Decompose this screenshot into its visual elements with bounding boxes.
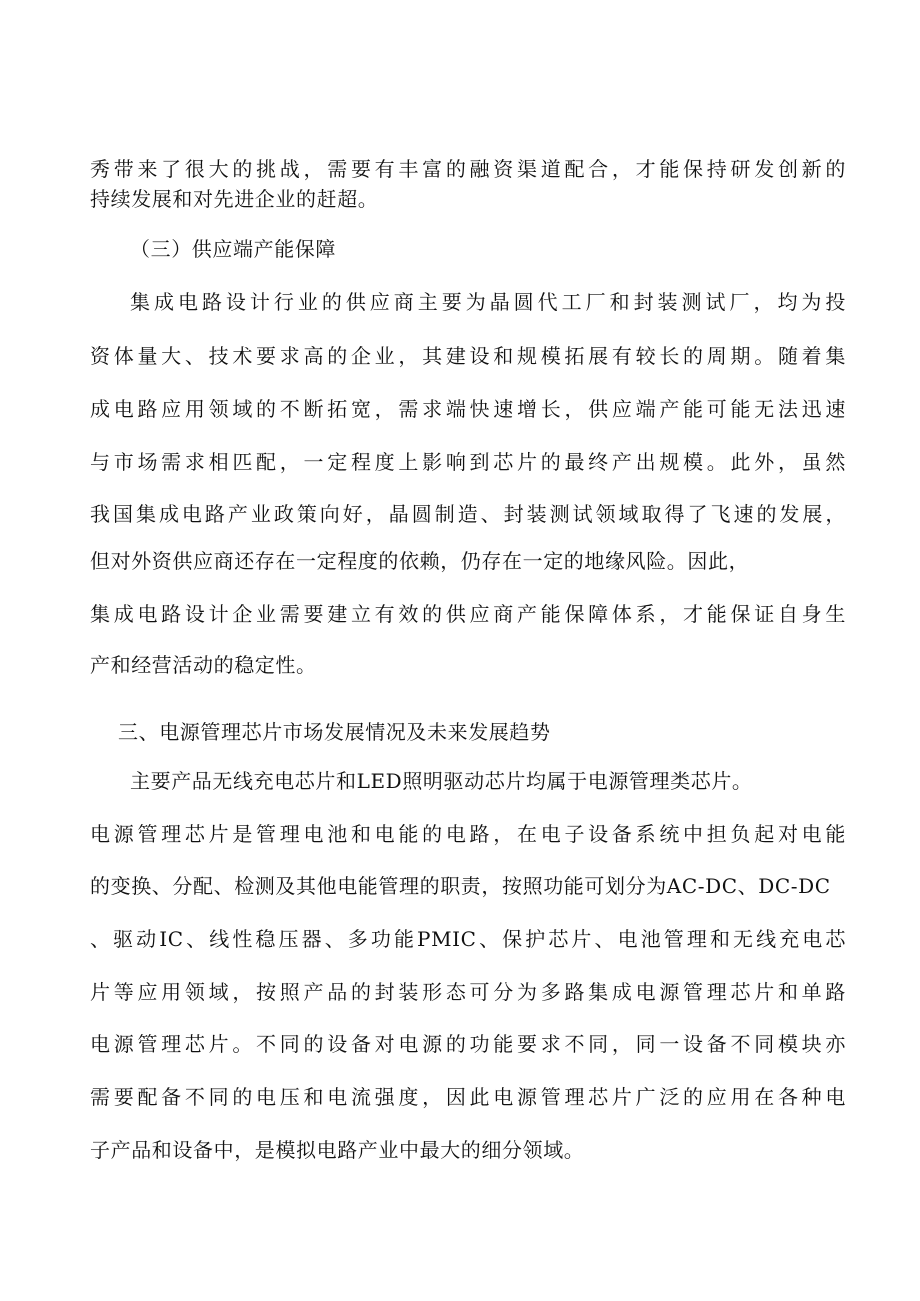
paragraph-line: 子产品和设备中，是模拟电路产业中最大的细分领域。 xyxy=(90,1138,585,1162)
paragraph-line: 电源管理芯片是管理电池和电能的电路，在电子设备系统中担负起对电能 xyxy=(90,822,846,846)
paragraph-line: 持续发展和对先进企业的赶超。 xyxy=(90,187,379,211)
paragraph-line: 我国集成电路产业政策向好，晶圆制造、封装测试领域取得了飞速的发展， xyxy=(90,502,846,526)
paragraph-line: 集成电路设计企业需要建立有效的供应商产能保障体系，才能保证自身生 xyxy=(90,602,846,626)
paragraph-line: 但对外资供应商还存在一定程度的依赖，仍存在一定的地缘风险。因此， xyxy=(90,549,750,573)
paragraph-line: 成电路应用领域的不断拓宽，需求端快速增长，供应端产能可能无法迅速 xyxy=(90,397,846,421)
paragraph-line: 集成电路设计行业的供应商主要为晶圆代工厂和封装测试厂，均为投 xyxy=(130,290,846,314)
paragraph-line: 与市场需求相匹配，一定程度上影响到芯片的最终产出规模。此外，虽然 xyxy=(90,450,846,474)
paragraph-line: 产和经营活动的稳定性。 xyxy=(90,653,317,677)
paragraph-line: 资体量大、技术要求高的企业，其建设和规模拓展有较长的周期。随着集 xyxy=(90,344,846,368)
paragraph-line: 电源管理芯片。不同的设备对电源的功能要求不同，同一设备不同模块亦 xyxy=(90,1032,846,1056)
paragraph-line: 秀带来了很大的挑战，需要有丰富的融资渠道配合，才能保持研发创新的 xyxy=(90,157,846,181)
paragraph-line: 片等应用领域，按照产品的封装形态可分为多路集成电源管理芯片和单路 xyxy=(90,980,846,1004)
paragraph-line: 、驱动IC、线性稳压器、多功能PMIC、保护芯片、电池管理和无线充电芯 xyxy=(90,927,846,951)
section-subheading: （三）供应端产能保障 xyxy=(130,237,336,261)
paragraph-line: 的变换、分配、检测及其他电能管理的职责，按照功能可划分为AC-DC、DC-DC xyxy=(90,874,831,898)
section-heading: 三、电源管理芯片市场发展情况及未来发展趋势 xyxy=(118,720,551,744)
paragraph-line: 主要产品无线充电芯片和LED照明驱动芯片均属于电源管理类芯片。 xyxy=(130,769,753,793)
paragraph-line: 需要配备不同的电压和电流强度，因此电源管理芯片广泛的应用在各种电 xyxy=(90,1085,846,1109)
